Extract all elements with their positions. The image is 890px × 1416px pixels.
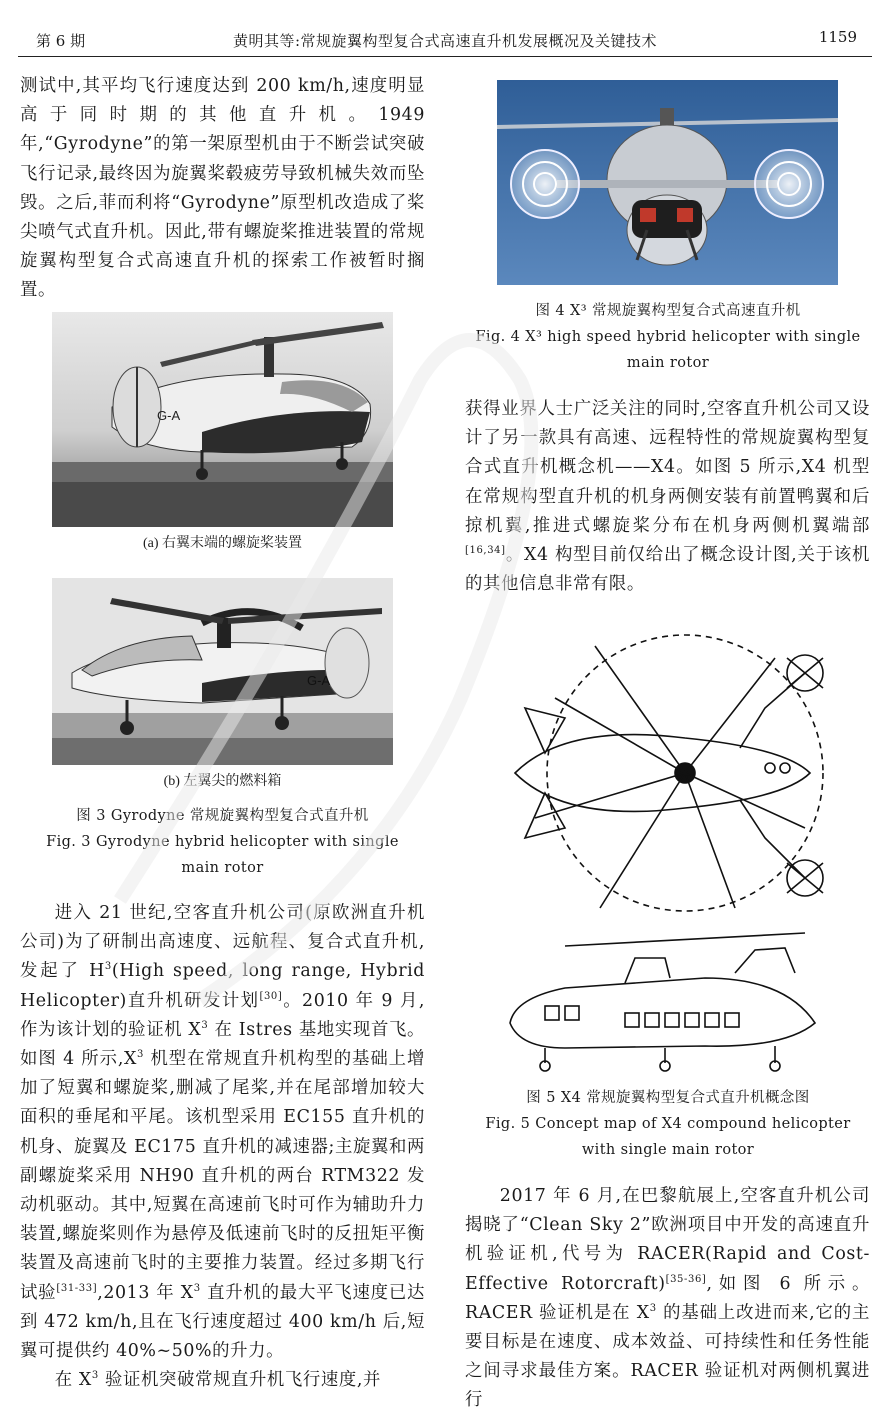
fig4-caption-en-2: main rotor (626, 355, 710, 371)
fig3-caption-cn: 图 3 Gyrodyne 常规旋翼构型复合式直升机 (76, 808, 369, 824)
left-para1-text: 测试中,其平均飞行速度达到 200 km/h,速度明显高于同时期的其他直升机。1949 年,“Gyrodyne”的第一架原型机由于不断尝试突破飞行记录,最终因为旋翼桨毂疲劳导致机械失效而坠毁。之后,菲而利将“Gyrodyne”原型机改造成了桨尖喷气式直升机。因此,带有螺旋桨推进装置的常规旋翼构型复合式高速直升机的探索工作被暂时搁置。 (20, 76, 425, 301)
header-rule (18, 56, 872, 57)
running-header (0, 0, 890, 58)
fig5-caption-en-1: Fig. 5 Concept map of X4 compound helicopter (485, 1116, 851, 1132)
right-paragraph-2: 2017 年 6 月,在巴黎航展上,空客直升机公司揭晓了“Clean Sky 2”欧洲项目中开发的高速直升机验证机,代号为 RACER(Rapid and Cost-Effective Rotorcraft)[35-36],如图 6 所示。RACER 验证机是在 $X^3$ 的基础上改进而来,它的主要目标是在速度、成本效益、可持续性和任务性能之间寻求最佳方案。RACER 验证机对两侧机翼进行 (465, 1186, 870, 1411)
running-title: 黄明其等:常规旋翼构型复合式高速直升机发展概况及关键技术 (232, 32, 658, 50)
fig4-caption (463, 298, 873, 376)
fig3b-photo (52, 578, 393, 765)
fig3b-registration: G-A (307, 673, 331, 688)
fig3-caption-en-2: main rotor (181, 860, 264, 876)
left-paragraph-1 (20, 72, 425, 306)
fig3-caption-en-1: Fig. 3 Gyrodyne hybrid helicopter with single (46, 834, 399, 850)
fig3a-label: (a) 右翼末端的螺旋桨装置 (142, 536, 303, 551)
fig5-caption-cn: 图 5 X4 常规旋翼构型复合式直升机概念图 (526, 1090, 810, 1106)
fig4-photo (497, 80, 838, 285)
fig3a-registration: G-A (157, 408, 181, 423)
fig5-caption-en-2: with single main rotor (581, 1142, 755, 1158)
fig5-caption (463, 1085, 873, 1163)
fig4-caption-cn: 图 4 X³ 常规旋翼构型复合式高速直升机 (535, 303, 801, 319)
left-paragraph-2: 进入 21 世纪,空客直升机公司(原欧洲直升机公司)为了研制出高速度、远航程、复合式直升机,发起了 $H^3(High$ speed, long range, Hybrid Helicopter)直升机研发计划[30]。2010 年 9 月,作为该计划的验证机 $X^3$ 在 Istres 基地实现首飞。如图 4 所示$,X^3$ 机型在常规直升机构型的基础上增加了短翼和螺旋桨,删减了尾桨,并在尾部增加较大面积的垂尾和平尾。该机型采用 EC155 直升机的机身、旋翼及 EC175 直升机的减速器;主旋翼和两副螺旋桨采用 NH90 直升机的两台 RTM322 发动机驱动。其中,短翼在高速前飞时可作为辅助升力装置,螺旋桨则作为悬停及低速前飞时的反扭矩平衡装置及高速前飞时的主要推力装置。经过多期飞行试验[31-33],2013 年 $X^3$ 直升机的最大平飞速度已达到 472 km/h,且在飞行速度超过 400 km/h 后,短翼可提供约 40%~50%的升力。 在 $X^3$ 验证机突破常规直升机飞行速度,并 (20, 903, 426, 1391)
fig3a-photo (52, 312, 393, 527)
right-paragraph-1: 获得业界人士广泛关注的同时,空客直升机公司又设计了另一款具有高速、远程特性的常规旋翼构型复合式直升机概念机——X4。如图 5 所示,X4 机型在常规构型直升机的机身两侧安装有前置鸭翼和后掠机翼,推进式螺旋桨分布在机身两侧机翼端部[16,34]。X4 构型目前仅给出了概念设计图,关于该机的其他信息非常有限。 (465, 399, 870, 595)
issue-number: 第 6 期 (36, 32, 86, 50)
fig3-caption (20, 803, 425, 881)
fig3b-label: (b) 左翼尖的燃料箱 (163, 774, 282, 789)
fig5-drawing (505, 628, 825, 1078)
fig4-caption-en-1: Fig. 4 X³ high speed hybrid helicopter with single (475, 329, 861, 345)
page-number: 1159 (818, 28, 857, 46)
